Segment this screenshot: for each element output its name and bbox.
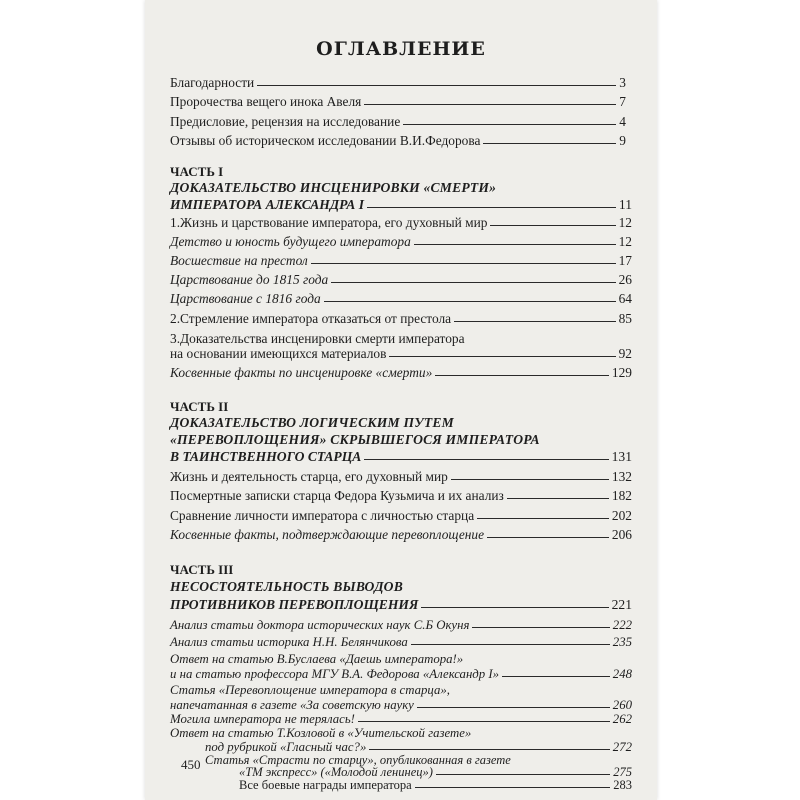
entry-page: 85 <box>618 311 632 326</box>
toc-entry <box>170 94 626 110</box>
part-heading-entry <box>170 449 632 465</box>
toc-entry <box>170 634 632 650</box>
entry-text: Отзывы об историческом исследовании В.И.Федорова <box>170 133 481 148</box>
entry-page: 131 <box>611 449 632 464</box>
toc-entry <box>170 331 632 347</box>
toc-entry <box>170 291 632 307</box>
entry-page: 64 <box>618 291 632 306</box>
part-heading-text: ИМПЕРАТОРА АЛЕКСАНДРА I <box>170 197 365 212</box>
toc-entry <box>170 133 626 149</box>
entry-text: Анализ статьи историка Н.Н. Белянчикова <box>170 635 408 649</box>
entry-page: 248 <box>612 667 632 681</box>
entry-text: «ТМ экспресс» («Молодой ленинец») <box>239 765 433 779</box>
entry-page: 275 <box>613 765 632 779</box>
entry-page: 182 <box>611 488 632 503</box>
toc-entry <box>170 346 632 362</box>
part-heading-text: ПРОТИВНИКОВ ПЕРЕВОПЛОЩЕНИЯ <box>170 597 419 612</box>
entry-text: Сравнение личности императора с личностью старца <box>170 508 475 523</box>
entry-page: 92 <box>618 346 632 361</box>
entry-page: 260 <box>612 698 632 712</box>
entry-text: Косвенные факты по инсценировке «смерти» <box>170 365 433 380</box>
entry-page: 202 <box>611 508 632 523</box>
toc-entry <box>170 253 632 269</box>
entry-page: 11 <box>618 197 632 212</box>
page-number: 450 <box>181 757 201 772</box>
entry-page: 26 <box>618 272 632 287</box>
toc-entry <box>170 234 632 250</box>
entry-page: 9 <box>619 133 626 148</box>
entry-text: и на статью профессора МГУ В.А. Федорова «Александр I» <box>170 667 500 681</box>
entry-page: 222 <box>612 618 632 632</box>
entry-text: Статья «Страсти по старцу», опубликованная в газете <box>205 753 511 767</box>
entry-text: Жизнь и деятельность старца, его духовный мир <box>170 469 448 484</box>
part-label: ЧАСТЬ I <box>170 164 224 179</box>
entry-page: 262 <box>612 712 632 726</box>
entry-text: Царствование до 1815 года <box>170 272 329 287</box>
part-heading: ДОКАЗАТЕЛЬСТВО ИНСЦЕНИРОВКИ «СМЕРТИ» <box>170 180 497 195</box>
toc-entry <box>170 666 632 682</box>
toc-entry <box>239 777 632 793</box>
entry-page: 283 <box>613 778 632 792</box>
toc-entry <box>170 527 632 543</box>
entry-page: 3 <box>619 75 626 90</box>
entry-text: Ответ на статью Т.Козловой в «Учительской газете» <box>170 726 472 740</box>
entry-page: 4 <box>619 114 626 129</box>
entry-text: Ответ на статью В.Буслаева «Даешь императора!» <box>170 652 464 666</box>
toc-entry <box>170 311 632 327</box>
toc-entry <box>170 508 632 524</box>
entry-text: Пророчества вещего инока Авеля <box>170 94 362 109</box>
entry-page: 206 <box>611 527 632 542</box>
part-label: ЧАСТЬ III <box>170 562 234 577</box>
part-heading-text: В ТАИНСТВЕННОГО СТАРЦА <box>170 449 362 464</box>
entry-text: Статья «Перевоплощение императора в старца», <box>170 683 450 697</box>
entry-text: Косвенные факты, подтверждающие перевоплощение <box>170 527 485 542</box>
toc-entry <box>170 651 632 667</box>
entry-text: Могила императора не терялась! <box>170 712 355 726</box>
toc-entry <box>170 469 632 485</box>
entry-text: 2.Стремление императора отказаться от престола <box>170 311 452 326</box>
entry-page: 272 <box>612 740 632 754</box>
part-heading: НЕСОСТОЯТЕЛЬНОСТЬ ВЫВОДОВ <box>170 579 403 594</box>
entry-text: под рубрикой «Гласный час?» <box>205 740 367 754</box>
entry-text: Восшествие на престол <box>170 253 308 268</box>
entry-page: 132 <box>611 469 632 484</box>
toc-entry <box>170 488 632 504</box>
entry-text: Царствование с 1816 года <box>170 291 321 306</box>
entry-text: Предисловие, рецензия на исследование <box>170 114 401 129</box>
part-heading: ДОКАЗАТЕЛЬСТВО ЛОГИЧЕСКИМ ПУТЕМ <box>170 415 454 430</box>
entry-text: на основании имеющихся материалов <box>170 346 387 361</box>
toc-entry <box>170 365 632 381</box>
entry-page: 17 <box>618 253 632 268</box>
part-heading-entry <box>170 597 632 613</box>
entry-page: 235 <box>612 635 632 649</box>
toc-entry <box>170 682 632 698</box>
entry-text: Детство и юность будущего императора <box>170 234 411 249</box>
entry-text: 3.Доказательства инсценировки смерти императора <box>170 331 465 346</box>
toc-entry <box>170 75 626 91</box>
entry-text: 1.Жизнь и царствование императора, его духовный мир <box>170 215 488 230</box>
entry-page: 221 <box>611 597 632 612</box>
toc-entry <box>170 215 632 231</box>
entry-text: Все боевые награды императора <box>239 778 412 792</box>
entry-page: 12 <box>618 215 632 230</box>
entry-page: 12 <box>618 234 632 249</box>
toc-entry <box>170 617 632 633</box>
toc-entry <box>170 272 632 288</box>
entry-text: Посмертные записки старца Федора Кузьмича и их анализ <box>170 488 504 503</box>
entry-text: напечатанная в газете «За советскую науку <box>170 698 414 712</box>
part-heading: «ПЕРЕВОПЛОЩЕНИЯ» СКРЫВШЕГОСЯ ИМПЕРАТОРА <box>170 432 540 447</box>
entry-text: Благодарности <box>170 75 255 90</box>
entry-text: Анализ статьи доктора исторических наук С.Б Окуня <box>170 618 470 632</box>
entry-page: 7 <box>619 94 626 109</box>
book-page <box>145 0 657 800</box>
entry-page: 129 <box>611 365 632 380</box>
part-label: ЧАСТЬ II <box>170 399 229 414</box>
part-heading-entry <box>170 197 632 213</box>
toc-entry <box>170 114 626 130</box>
toc-title: ОГЛАВЛЕНИЕ <box>316 38 486 60</box>
